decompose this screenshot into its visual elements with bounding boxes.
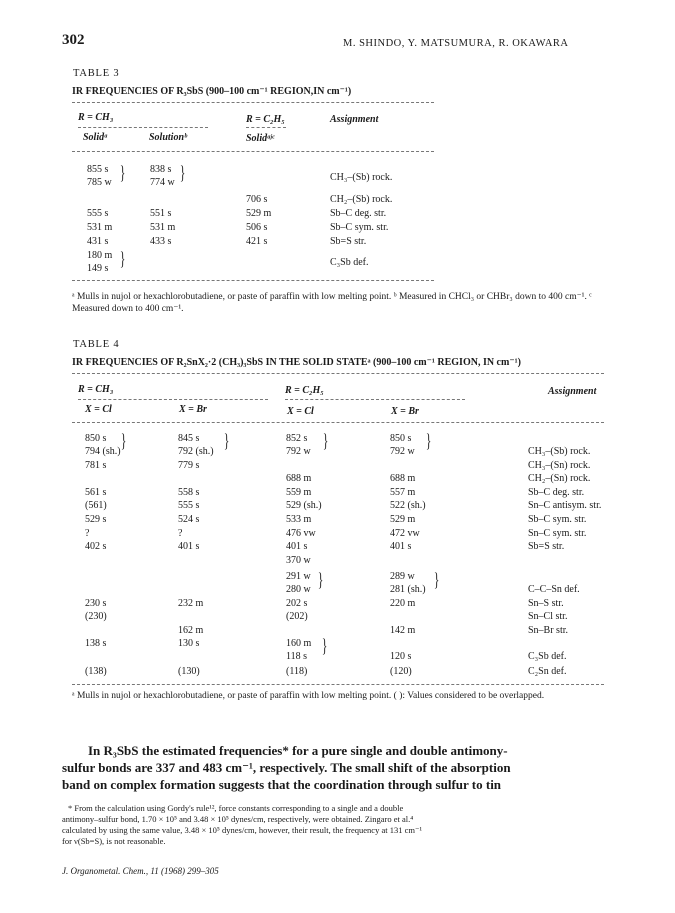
table-cell-assignment: C₃Sb def. xyxy=(528,651,567,662)
table4-bottom-rule xyxy=(72,684,604,685)
table-cell-assignment: Sb–C sym. str. xyxy=(330,222,389,233)
table-cell-assignment: CH₃–(Sb) rock. xyxy=(330,172,393,183)
table-cell: 401 s xyxy=(286,541,308,552)
table-cell: 850 s xyxy=(85,433,107,444)
table-cell: 472 vw xyxy=(390,528,420,539)
table-cell: 130 s xyxy=(178,638,200,649)
journal-reference: J. Organometal. Chem., 11 (1968) 299–305 xyxy=(62,866,219,876)
table-cell: 280 w xyxy=(286,584,311,595)
table-cell: 529 s xyxy=(85,514,107,525)
brace-glyph: } xyxy=(322,431,329,452)
table4-caption: IR FREQUENCIES OF R₂SnX₂·2 (CH₃)₃SbS IN THE SOLID STATEᵃ (900–100 cm⁻¹ REGION, IN cm⁻¹) xyxy=(72,357,521,368)
brace-glyph: } xyxy=(425,431,432,452)
table-cell: 792 (sh.) xyxy=(178,446,214,457)
table-cell: 785 w xyxy=(87,177,112,188)
table-cell-assignment: Sn–Cl str. xyxy=(528,611,568,622)
table-cell: 162 m xyxy=(178,625,204,636)
table-cell: 421 s xyxy=(246,236,268,247)
table-cell-assignment: Sb–C sym. str. xyxy=(528,514,587,525)
table-cell: 533 m xyxy=(286,514,312,525)
table-cell: 792 w xyxy=(286,446,311,457)
table-cell-assignment: Sn–S str. xyxy=(528,598,564,609)
table-cell: 529 m xyxy=(246,208,272,219)
table-cell: 792 w xyxy=(390,446,415,457)
table-cell-assignment: C₃Sb def. xyxy=(330,257,369,268)
table3-group-header: R = CH₃ xyxy=(78,112,114,123)
table3-assignment-header: Assignment xyxy=(330,114,379,125)
table-cell: (120) xyxy=(390,666,412,677)
brace-glyph: } xyxy=(119,249,126,270)
table-cell: 850 s xyxy=(390,433,412,444)
table3-header-rule xyxy=(72,151,434,152)
table-cell: 402 s xyxy=(85,541,107,552)
table-cell: 118 s xyxy=(286,651,308,662)
table4-sub-header: X = Br xyxy=(391,406,419,417)
table-cell-assignment: Sn–Br str. xyxy=(528,625,569,636)
brace-glyph: } xyxy=(321,636,328,657)
table-cell: (202) xyxy=(286,611,308,622)
body-text-line: band on complex formation suggests that the coordination through sulfur to tin xyxy=(62,777,502,792)
table-cell-assignment: Sn–C sym. str. xyxy=(528,528,587,539)
table-cell: 281 (sh.) xyxy=(390,584,426,595)
table-cell: 774 w xyxy=(150,177,175,188)
brace-glyph: } xyxy=(317,570,324,591)
table4-sub-header: X = Br xyxy=(179,404,207,415)
table4-sub-header: X = Cl xyxy=(85,404,112,415)
table-cell: 706 s xyxy=(246,194,268,205)
table4-sub-header: X = Cl xyxy=(287,406,314,417)
table-cell: 149 s xyxy=(87,263,109,274)
table-cell: 529 m xyxy=(390,514,416,525)
table-cell-assignment: CH₂–(Sb) rock. xyxy=(330,194,393,205)
table-cell: 531 m xyxy=(150,222,176,233)
table-cell: (118) xyxy=(286,666,308,677)
body-text-line: sulfur bonds are 337 and 483 cm⁻¹, respectively. The small shift of the absorption xyxy=(62,760,511,775)
table-cell: 230 s xyxy=(85,598,107,609)
table-cell: 531 m xyxy=(87,222,113,233)
table-cell: 291 w xyxy=(286,571,311,582)
table-cell: 160 m xyxy=(286,638,312,649)
table-cell: 794 (sh.) xyxy=(85,446,121,457)
brace-glyph: } xyxy=(119,163,126,184)
table4-group-header: R = C₂H₅ xyxy=(285,385,324,396)
table-cell: 524 s xyxy=(178,514,200,525)
table4-group-header: R = CH₃ xyxy=(78,384,114,395)
running-head: M. SHINDO, Y. MATSUMURA, R. OKAWARA xyxy=(343,38,569,49)
table-cell: 202 s xyxy=(286,598,308,609)
table-cell-assignment: CH₃–(Sn) rock. xyxy=(528,460,591,471)
table3-sub-header: Solutionᵇ xyxy=(149,132,187,143)
table-cell: 522 (sh.) xyxy=(390,500,426,511)
table3-footnote: ᵃ Mulls in nujol or hexachlorobutadiene, or paste of paraffin with low melting point. ᵇ Measured in CHCl₃ or CHBr₃ down to 400 cm⁻¹. ᶜ Measured down to 400 cm⁻¹. xyxy=(72,292,592,314)
table3-top-rule xyxy=(72,102,434,103)
brace-glyph: } xyxy=(120,431,127,452)
table-cell-assignment: C₂Sn def. xyxy=(528,666,567,677)
table-cell: 476 vw xyxy=(286,528,316,539)
footnote-line: calculated by using the same value, 3.48 × 10⁵ dynes/cm, however, their result, the frequency at 131 cm⁻¹ xyxy=(62,825,423,835)
table-cell: 289 w xyxy=(390,571,415,582)
table3-sub-header: Solidᵃʲᶜ xyxy=(246,133,275,144)
table-cell: 555 s xyxy=(178,500,200,511)
footnote-line: * From the calculation using Gordy's rule¹², force constants corresponding to a single and a double xyxy=(68,803,404,813)
body-text-line: In R₃SbS the estimated frequencies* for a pure single and double antimony- xyxy=(88,743,508,758)
table-cell: 781 s xyxy=(85,460,107,471)
table-cell-assignment: Sb–C deg. str. xyxy=(330,208,387,219)
table-cell-assignment: C–C–Sn def. xyxy=(528,584,580,595)
table-cell: ? xyxy=(178,528,183,539)
table-cell: 558 s xyxy=(178,487,200,498)
table-cell-assignment: CH₂–(Sn) rock. xyxy=(528,473,591,484)
table-cell: ? xyxy=(85,528,90,539)
table-cell: 370 w xyxy=(286,555,311,566)
table3-group-rule xyxy=(246,127,286,128)
table-cell-assignment: Sb=S str. xyxy=(528,541,565,552)
table-cell: 561 s xyxy=(85,487,107,498)
page-number: 302 xyxy=(62,32,85,48)
table-cell: 232 m xyxy=(178,598,204,609)
table3-label: TABLE 3 xyxy=(73,68,120,79)
table-cell: 852 s xyxy=(286,433,308,444)
table-cell: 688 m xyxy=(390,473,416,484)
table3-group-rule xyxy=(78,127,208,128)
table-cell: 220 m xyxy=(390,598,416,609)
table-cell: 855 s xyxy=(87,164,109,175)
table-cell: 688 m xyxy=(286,473,312,484)
footnote-line: for ν(Sb=S), is not reasonable. xyxy=(62,836,166,846)
table-cell: 433 s xyxy=(150,236,172,247)
table-cell: 401 s xyxy=(390,541,412,552)
table-cell: 506 s xyxy=(246,222,268,233)
table-cell: 120 s xyxy=(390,651,412,662)
table-cell: 845 s xyxy=(178,433,200,444)
table-cell: (130) xyxy=(178,666,200,677)
table-cell-assignment: Sn–C antisym. str. xyxy=(528,500,602,511)
table-cell: 555 s xyxy=(87,208,109,219)
brace-glyph: } xyxy=(223,431,230,452)
table4-group-rule xyxy=(285,399,465,400)
table-cell: 431 s xyxy=(87,236,109,247)
table3-group-header: R = C₂H₅ xyxy=(246,114,285,125)
table-cell: 529 (sh.) xyxy=(286,500,322,511)
table4-group-rule xyxy=(78,399,268,400)
table-cell: (561) xyxy=(85,500,107,511)
table4-assignment-header: Assignment xyxy=(548,386,597,397)
table-cell-assignment: Sb–C deg. str. xyxy=(528,487,585,498)
table-cell: (230) xyxy=(85,611,107,622)
table-cell: 779 s xyxy=(178,460,200,471)
table-cell: 551 s xyxy=(150,208,172,219)
table3-sub-header: Solidᵃ xyxy=(83,132,108,143)
table-cell-assignment: Sb=S str. xyxy=(330,236,367,247)
brace-glyph: } xyxy=(179,163,186,184)
table-cell: (138) xyxy=(85,666,107,677)
brace-glyph: } xyxy=(433,570,440,591)
table3-bottom-rule xyxy=(72,280,434,281)
footnote-line: antimony–sulfur bond, 1.70 × 10⁵ and 3.48 × 10⁵ dynes/cm, respectively, were obtained. Zingaro et al.⁴ xyxy=(62,814,414,824)
table-cell: 838 s xyxy=(150,164,172,175)
table-cell: 401 s xyxy=(178,541,200,552)
table-cell-assignment: CH₃–(Sb) rock. xyxy=(528,446,591,457)
table3-caption: IR FREQUENCIES OF R₃SbS (900–100 cm⁻¹ REGION,IN cm⁻¹) xyxy=(72,86,352,97)
table4-label: TABLE 4 xyxy=(73,339,120,350)
table4-top-rule xyxy=(72,373,604,374)
table-cell: 142 m xyxy=(390,625,416,636)
table-cell: 557 m xyxy=(390,487,416,498)
table4-footnote: ᵃ Mulls in nujol or hexachlorobutadiene, or paste of paraffin with low melting point. ( ): Values considered to be overlapped. xyxy=(72,691,545,701)
table-cell: 138 s xyxy=(85,638,107,649)
table-cell: 180 m xyxy=(87,250,113,261)
table-cell: 559 m xyxy=(286,487,312,498)
table4-header-rule xyxy=(72,422,604,423)
